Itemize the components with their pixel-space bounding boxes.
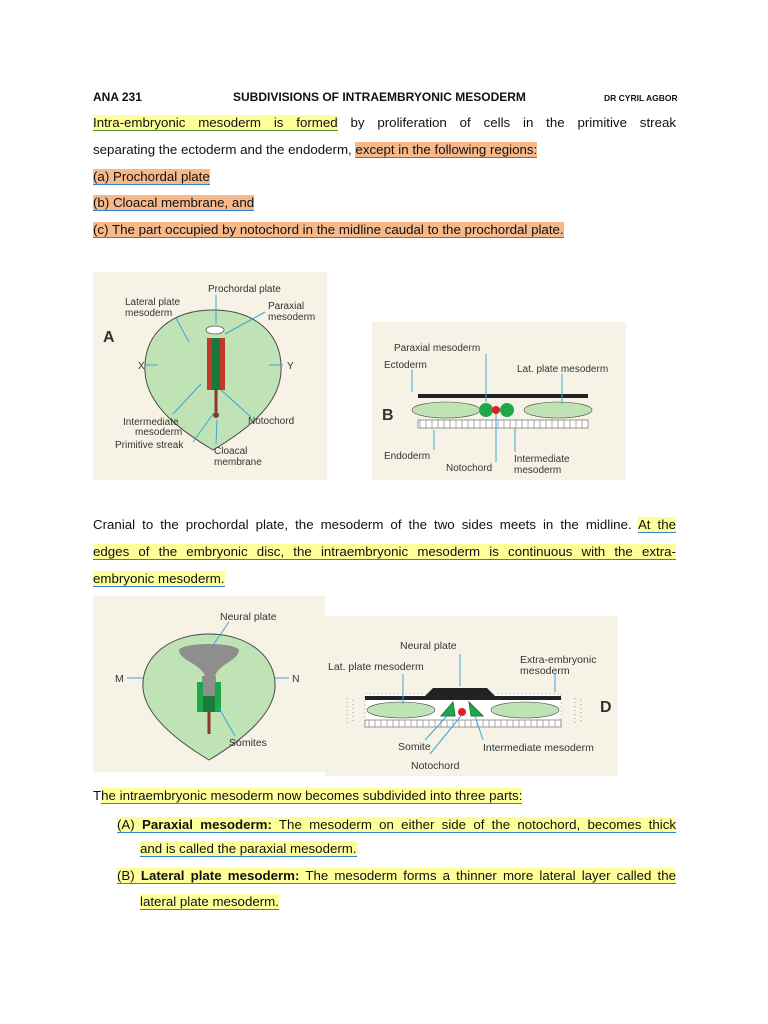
label-x: X — [138, 361, 145, 372]
part-b-line-1 — [117, 863, 676, 890]
part-b-label: (B) — [117, 868, 141, 883]
label-somites: Somites — [229, 737, 267, 749]
part-a-highlight — [117, 817, 676, 833]
list-item-c — [93, 220, 564, 240]
figure-d-letter: D — [600, 699, 612, 716]
label-primitive-streak: Primitive streak — [115, 440, 184, 451]
label-cloacal-1: Cloacal — [214, 446, 248, 457]
label-paraxial-2: mesoderm — [268, 312, 316, 323]
part-b-text-2: lateral plate mesoderm. — [140, 894, 279, 909]
label-lateral-plate-2: mesoderm — [125, 308, 173, 319]
intro-line-2 — [93, 140, 537, 160]
label-paraxial-mesoderm: Paraxial mesoderm — [394, 343, 481, 354]
label-intermediate: Intermediate mesoderm — [483, 742, 594, 754]
part-a-line-1 — [117, 812, 676, 839]
label-paraxial-1: Paraxial — [268, 301, 305, 312]
label-n: N — [292, 673, 300, 685]
part-b-term: Lateral plate mesoderm: — [140, 868, 300, 883]
label-prochordal-plate: Prochordal plate — [208, 284, 281, 295]
list-item-a-text: (a) Prochordal plate — [93, 169, 210, 184]
label-y: Y — [287, 361, 294, 372]
part-b-text: The mesoderm forms a thinner more lateral layer called the — [299, 868, 677, 883]
figure-a — [93, 272, 327, 480]
list-item-c-text: (c) The part occupied by notochord in the midline caudal to the prochordal plate. — [93, 222, 564, 237]
course-code: ANA 231 — [93, 90, 142, 104]
parts-intro-first-letter: T — [93, 788, 102, 803]
part-b-highlight — [117, 868, 676, 884]
label-extra-embryonic-2: mesoderm — [520, 665, 570, 677]
middle-highlight-3: embryonic mesoderm. — [93, 571, 225, 586]
middle-text-1: Cranial to the prochordal plate, the mesoderm of the two sides meets in the midline. — [93, 517, 638, 532]
label-neural-plate: Neural plate — [220, 611, 277, 623]
figure-b — [372, 322, 626, 480]
intro-text-2: separating the ectoderm and the endoderm, — [93, 142, 356, 157]
part-a-line-2 — [140, 839, 357, 859]
label-lateral-plate-1: Lateral plate — [125, 297, 181, 308]
intro-highlight-except: except in the following regions: — [355, 142, 538, 157]
label-neural-plate: Neural plate — [400, 640, 457, 652]
label-m: M — [115, 673, 124, 685]
part-a-text: The mesoderm on either side of the notochord, becomes thick — [271, 817, 677, 832]
label-intermediate-1: Intermediate — [514, 454, 570, 465]
intro-highlight: Intra-embryonic mesoderm is formed — [93, 115, 338, 130]
middle-line-1 — [93, 512, 676, 539]
label-lat-plate: Lat. plate mesoderm — [328, 661, 424, 673]
middle-line-3 — [93, 569, 225, 589]
label-extra-embryonic-1: Extra-embryonic — [520, 654, 597, 666]
label-cloacal-2: membrane — [214, 457, 262, 468]
label-endoderm: Endoderm — [384, 451, 431, 462]
label-notochord: Notochord — [248, 416, 295, 427]
figure-d — [325, 616, 618, 776]
label-somite: Somite — [398, 741, 431, 753]
label-notochord: Notochord — [411, 760, 460, 772]
author: DR CYRIL AGBOR — [604, 93, 678, 103]
list-item-b-text: (b) Cloacal membrane, and — [93, 195, 255, 210]
label-notochord: Notochord — [446, 463, 493, 474]
label-intermediate-1: Intermediate — [123, 417, 179, 428]
middle-line-2 — [93, 539, 676, 566]
middle-highlight-2: edges of the embryonic disc, the intraembryonic mesoderm is continuous with the extra- — [93, 544, 676, 559]
figure-c — [93, 596, 325, 772]
part-a-text-2: and is called the paraxial mesoderm. — [140, 841, 357, 856]
figure-a-letter: A — [103, 329, 115, 346]
parts-intro — [93, 786, 522, 806]
intro-text: by proliferation of cells in the primitive streak — [337, 115, 677, 130]
list-item-b — [93, 193, 254, 213]
part-a-label: (A) — [117, 817, 142, 832]
part-a-term: Paraxial mesoderm: — [141, 817, 272, 832]
part-b-line-2 — [140, 892, 279, 912]
label-intermediate-2: mesoderm — [135, 427, 183, 438]
label-lat-plate: Lat. plate mesoderm — [517, 364, 609, 375]
intro-line-1 — [93, 110, 676, 137]
list-item-a — [93, 167, 210, 187]
page-title: SUBDIVISIONS OF INTRAEMBRYONIC MESODERM — [233, 90, 526, 104]
label-intermediate-2: mesoderm — [514, 465, 562, 476]
parts-intro-highlight: he intraembryonic mesoderm now becomes subdivided into three parts: — [101, 788, 523, 803]
label-ectoderm: Ectoderm — [384, 360, 427, 371]
figure-b-letter: B — [382, 407, 394, 424]
middle-highlight-1: At the — [637, 517, 676, 532]
